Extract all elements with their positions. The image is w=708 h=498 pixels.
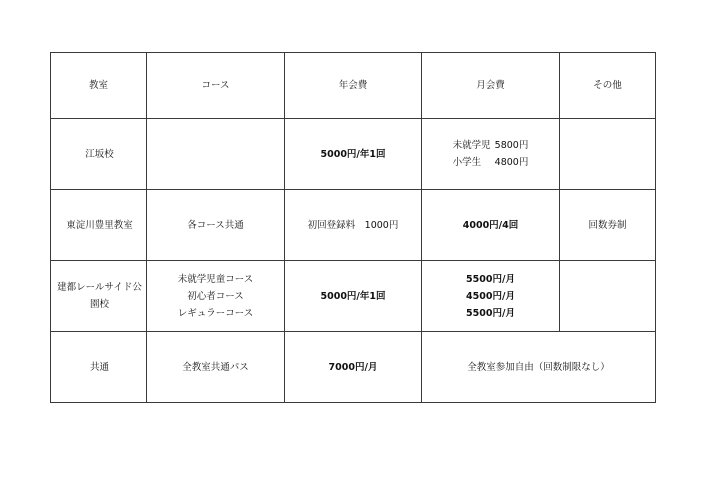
annual-fee-cell: 5000円/年1回 bbox=[285, 261, 422, 332]
course-line: 初心者コース bbox=[187, 290, 244, 302]
table-row bbox=[51, 261, 656, 332]
course-cell: 各コース共通 bbox=[147, 190, 285, 261]
monthly-fee-line: 4500円/月 bbox=[466, 290, 515, 302]
course-cell bbox=[147, 119, 285, 190]
course-line: レギュラーコース bbox=[177, 307, 254, 319]
header-annual-fee: 年会費 bbox=[285, 53, 422, 119]
monthly-fee-cell: 4000円/4回 bbox=[422, 190, 560, 261]
monthly-fee-amount: 4800円 bbox=[494, 157, 529, 168]
course-line: 未就学児童コース bbox=[177, 273, 254, 285]
monthly-fee-label: 未就学児 bbox=[452, 140, 491, 151]
header-monthly-fee: 月会費 bbox=[422, 53, 560, 119]
classroom-cell: 江坂校 bbox=[51, 119, 147, 190]
fee-table bbox=[50, 52, 656, 403]
classroom-cell: 共通 bbox=[51, 332, 147, 403]
monthly-fee-cell bbox=[422, 119, 560, 190]
monthly-fee-item bbox=[453, 154, 529, 171]
course-cell bbox=[147, 261, 285, 332]
other-cell: 回数券制 bbox=[560, 190, 656, 261]
header-other: その他 bbox=[560, 53, 656, 119]
classroom-line: 建都レールサイド公 bbox=[57, 282, 142, 293]
other-cell bbox=[560, 119, 656, 190]
header-course: コース bbox=[147, 53, 285, 119]
monthly-fee-item bbox=[453, 137, 529, 154]
table-row bbox=[51, 332, 656, 403]
classroom-cell: 東淀川豊里教室 bbox=[51, 190, 147, 261]
monthly-fee-line: 5500円/月 bbox=[466, 307, 515, 319]
table-header-row bbox=[51, 53, 656, 119]
annual-fee-cell: 5000円/年1回 bbox=[285, 119, 422, 190]
monthly-fee-line: 5500円/月 bbox=[466, 273, 515, 285]
monthly-fee-label: 小学生 bbox=[452, 157, 482, 168]
classroom-cell bbox=[51, 261, 147, 332]
table-row bbox=[51, 119, 656, 190]
monthly-and-other-cell: 全教室参加自由（回数制限なし） bbox=[422, 332, 656, 403]
header-classroom: 教室 bbox=[51, 53, 147, 119]
table-row bbox=[51, 190, 656, 261]
classroom-line: 園校 bbox=[89, 299, 109, 310]
monthly-fee-cell bbox=[422, 261, 560, 332]
other-cell bbox=[560, 261, 656, 332]
monthly-fee-amount: 5800円 bbox=[494, 140, 529, 151]
annual-fee-cell: 7000円/月 bbox=[285, 332, 422, 403]
annual-fee-cell: 初回登録料 1000円 bbox=[285, 190, 422, 261]
course-cell: 全教室共通パス bbox=[147, 332, 285, 403]
